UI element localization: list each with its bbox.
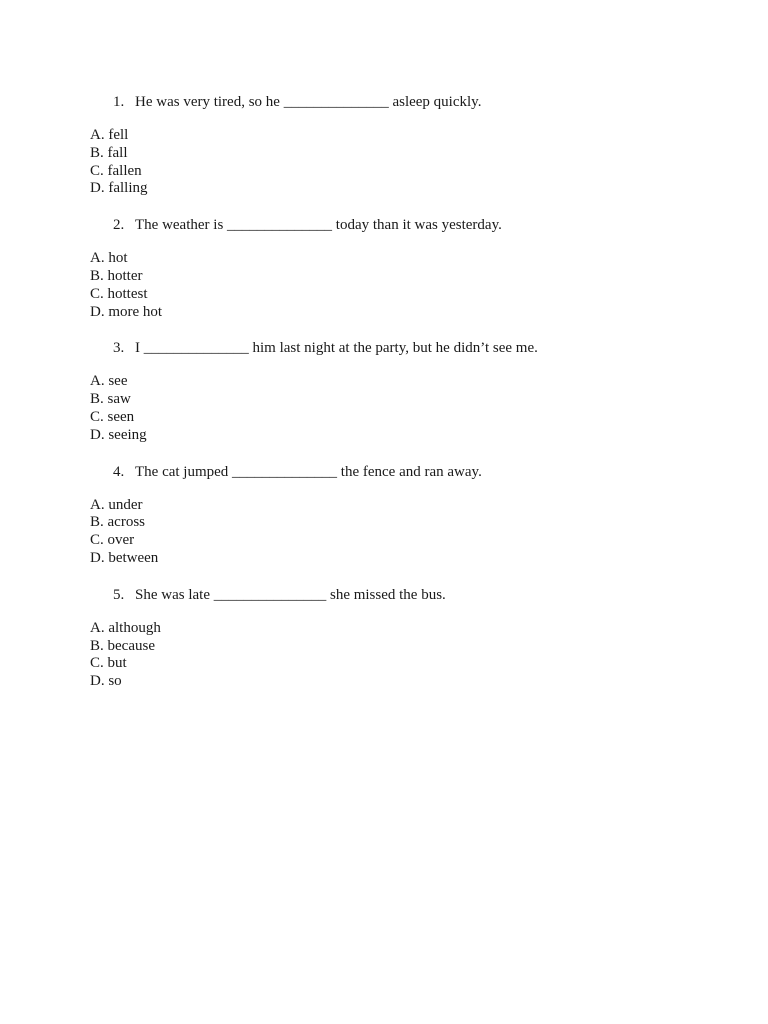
option-c: C. but [90,655,127,672]
option-d: D. between [90,549,159,566]
option-list [90,250,710,321]
option-d: D. more hot [90,303,163,320]
option-c: C. fallen [90,162,142,179]
option-b: B. saw [90,391,131,408]
question-block-4 [90,461,710,568]
option-b: B. across [90,514,145,531]
question-1 [113,91,710,113]
option-c: C. hottest [90,285,148,302]
question-3 [113,337,710,359]
option-d: D. falling [90,180,148,197]
option-b: B. fall [90,144,128,161]
question-block-2 [90,214,710,321]
question-number: 3. [113,340,125,357]
question-text: The cat jumped ______________ the fence and ran away. [135,463,482,480]
option-b: B. because [90,637,155,654]
question-block-3 [90,337,710,444]
option-list [90,127,710,198]
question-number: 4. [113,463,125,480]
option-d: D. seeing [90,426,147,443]
option-a: A. although [90,619,161,636]
option-c: C. over [90,532,135,549]
option-a: A. fell [90,127,129,143]
question-block-5 [90,584,710,691]
question-text: The weather is ______________ today than it was yesterday. [135,217,502,234]
question-number: 2. [113,217,125,234]
option-a: A. see [90,373,128,390]
option-list [90,373,710,444]
question-2 [113,214,710,236]
option-list [90,497,710,568]
option-d: D. so [90,673,122,690]
option-b: B. hotter [90,267,143,284]
option-list [90,620,710,691]
question-5 [113,584,710,606]
question-text: I ______________ him last night at the party, but he didn’t see me. [135,340,538,357]
question-block-1 [90,91,710,198]
quiz-content [90,91,710,707]
option-a: A. hot [90,250,128,267]
option-c: C. seen [90,408,135,425]
question-number: 5. [113,586,125,603]
question-text: He was very tired, so he ______________ asleep quickly. [135,94,482,110]
question-4 [113,461,710,483]
question-text: She was late _______________ she missed the bus. [135,586,446,603]
option-a: A. under [90,496,143,513]
question-number: 1. [113,94,125,110]
